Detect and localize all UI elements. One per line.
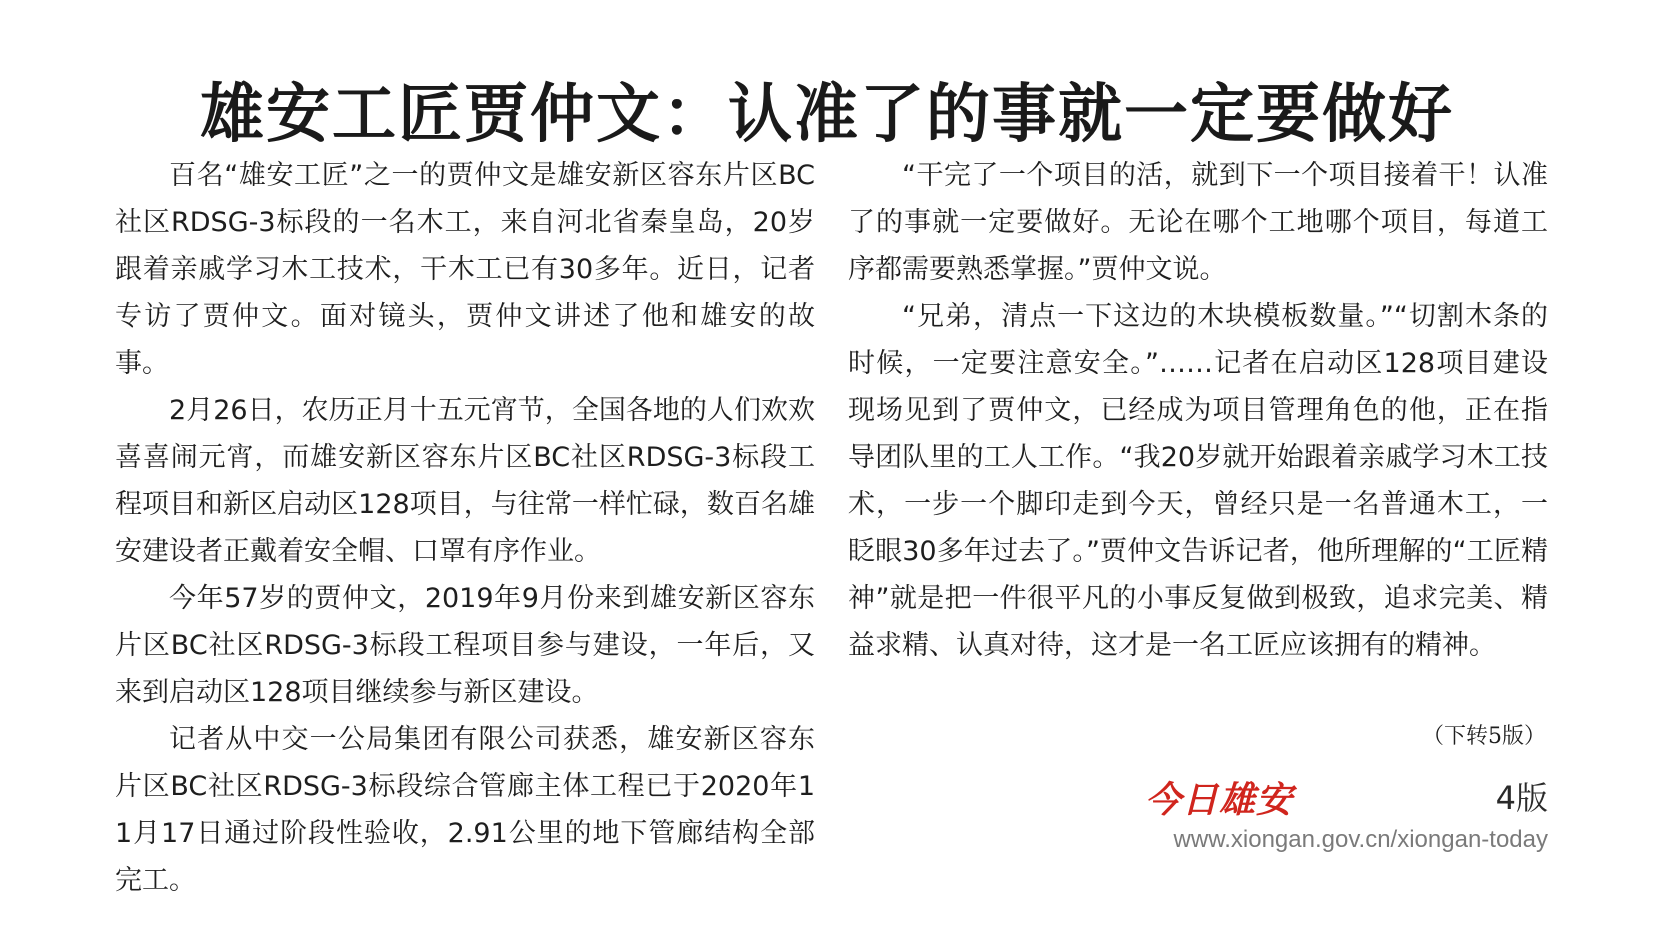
article-title: 雄安工匠贾仲文：认准了的事就一定要做好 (200, 76, 1454, 152)
continued-note: （下转5版） (1422, 724, 1546, 749)
website-url: www.xiongan.gov.cn/xiongan-today (1173, 826, 1548, 853)
paragraph: 2月26日，农历正月十五元宵节，全国各地的人们欢欢喜喜闹元宵，而雄安新区容东片区BC社区RDSG-3标段工程项目和新区启动区128项目，与往常一样忙碌，数百名雄安建设者正戴着安全帽、口罩有序作业。 (115, 395, 815, 567)
page-number: 4版 (1495, 779, 1548, 817)
right-column (848, 152, 1548, 669)
paragraph: 百名“雄安工匠”之一的贾仲文是雄安新区容东片区BC社区RDSG-3标段的一名木工，来自河北省秦皇岛，20岁跟着亲戚学习木工技术，干木工已有30多年。近日，记者专访了贾仲文。面对镜头，贾仲文讲述了他和雄安的故事。 (115, 160, 815, 379)
paragraph: “兄弟，清点一下这边的木块模板数量。”“切割木条的时候，一定要注意安全。”……记者在启动区128项目建设现场见到了贾仲文，已经成为项目管理角色的他，正在指导团队里的工人工作。“我20岁就开始跟着亲戚学习木工技术，一步一个脚印走到今天，曾经只是一名普通木工，一眨眼30多年过去了。”贾仲文告诉记者，他所理解的“工匠精神”就是把一件很平凡的小事反复做到极致，追求完美、精益求精、认真对待，这才是一名工匠应该拥有的精神。 (848, 301, 1548, 661)
newspaper-logo: 今日雄安 (1145, 779, 1294, 821)
left-column (115, 152, 815, 904)
paragraph: 今年57岁的贾仲文，2019年9月份来到雄安新区容东片区BC社区RDSG-3标段工程项目参与建设，一年后，又来到启动区128项目继续参与新区建设。 (115, 583, 815, 708)
paragraph: 记者从中交一公局集团有限公司获悉，雄安新区容东片区BC社区RDSG-3标段综合管廊主体工程已于2020年11月17日通过阶段性验收，2.91公里的地下管廊结构全部完工。 (115, 724, 815, 896)
paragraph: “干完了一个项目的活，就到下一个项目接着干！认准了的事就一定要做好。无论在哪个工地哪个项目，每道工序都需要熟悉掌握。”贾仲文说。 (848, 160, 1548, 285)
